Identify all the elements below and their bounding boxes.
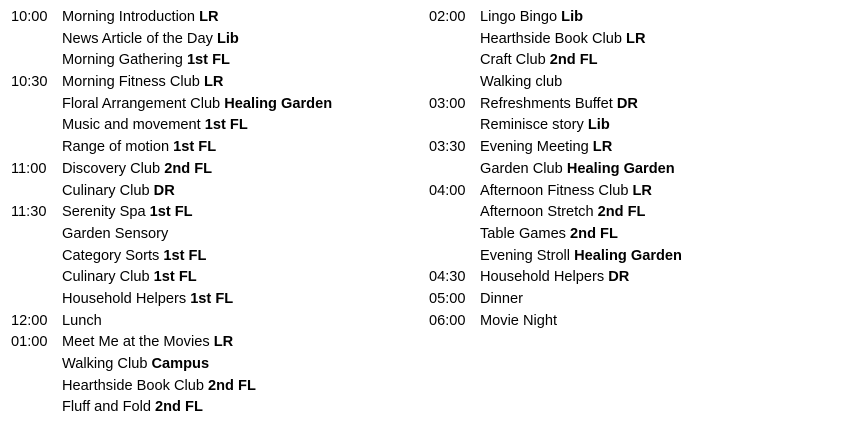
- activity-location: LR: [213, 334, 234, 351]
- schedule-row: [11, 246, 416, 268]
- schedule-row: [429, 267, 844, 289]
- schedule-time: [11, 289, 62, 311]
- schedule-entry: [62, 159, 416, 181]
- schedule-time: [429, 115, 480, 137]
- activity-name: Music and movement: [62, 117, 201, 134]
- schedule-time: [11, 181, 62, 203]
- schedule-row: [11, 224, 416, 246]
- schedule-time: [11, 94, 62, 116]
- schedule-time: 06:00: [429, 312, 466, 329]
- schedule-time: [429, 202, 480, 224]
- schedule-entry: [480, 181, 844, 203]
- schedule-row: [11, 50, 416, 72]
- activity-location: 1st FL: [204, 117, 248, 134]
- schedule-time: [11, 115, 62, 137]
- schedule-row: [429, 115, 844, 137]
- schedule-entry: [62, 289, 416, 311]
- activity-location: DR: [608, 269, 630, 286]
- activity-name: Evening Meeting: [480, 139, 589, 156]
- schedule-time: 11:00: [11, 160, 47, 177]
- schedule-time: 04:30: [429, 269, 466, 286]
- schedule-time: 01:00: [11, 334, 48, 351]
- schedule-entry: [480, 224, 844, 246]
- activity-location: LR: [199, 9, 219, 25]
- schedule-time: 05:00: [429, 290, 466, 307]
- activity-name: Lingo Bingo: [480, 9, 558, 25]
- activity-name: Refreshments Buffet: [480, 95, 613, 112]
- schedule-row: [11, 332, 416, 354]
- activity-name: Meet Me at the Movies: [62, 334, 210, 351]
- activity-location: Lib: [561, 9, 584, 25]
- schedule-entry: [480, 7, 844, 29]
- activity-location: 2nd FL: [155, 399, 203, 416]
- schedule-time: [11, 29, 62, 51]
- schedule-time: [429, 72, 480, 94]
- schedule-row: [11, 202, 416, 224]
- activity-name: Lunch: [62, 312, 102, 329]
- schedule-time: 03:30: [429, 139, 466, 156]
- schedule-row: [11, 289, 416, 311]
- schedule-row: [11, 159, 416, 181]
- schedule-time: [429, 159, 480, 181]
- schedule-entry: [480, 137, 844, 159]
- activity-location: Healing Garden: [566, 160, 675, 177]
- activity-location: 1st FL: [190, 290, 234, 307]
- schedule-time: 04:00: [429, 182, 466, 199]
- activity-location: 2nd FL: [164, 160, 213, 177]
- activity-name: Afternoon Fitness Club: [480, 182, 629, 199]
- schedule-entry: [62, 72, 416, 94]
- schedule-time: 12:00: [11, 312, 48, 329]
- schedule-row: [429, 7, 844, 29]
- schedule-column-left: [11, 7, 416, 419]
- activity-name: Garden Club: [480, 160, 563, 177]
- schedule-entry: [62, 224, 416, 246]
- activity-location: LR: [626, 30, 646, 47]
- schedule-time: [11, 354, 62, 376]
- activity-location: 1st FL: [153, 269, 197, 286]
- activity-location: 2nd FL: [208, 377, 256, 394]
- activity-location: 2nd FL: [549, 52, 598, 69]
- schedule-row: [429, 50, 844, 72]
- schedule-entry: [62, 354, 416, 376]
- activity-name: Table Games: [480, 225, 566, 242]
- schedule-time: 10:30: [11, 74, 48, 91]
- activity-name: Culinary Club: [62, 269, 150, 286]
- activity-name: Morning Fitness Club: [62, 74, 200, 91]
- schedule-row: [11, 115, 416, 137]
- activity-location: DR: [616, 95, 638, 112]
- activity-location: Lib: [587, 117, 610, 134]
- schedule-row: [429, 72, 844, 94]
- activity-name: Range of motion: [62, 139, 170, 156]
- activity-name: Fluff and Fold: [62, 399, 151, 416]
- schedule-entry: [62, 29, 416, 51]
- schedule-row: [11, 94, 416, 116]
- schedule-row: [429, 181, 844, 203]
- schedule-row: [11, 137, 416, 159]
- schedule-row: [11, 7, 416, 29]
- schedule-time: [11, 397, 62, 419]
- activity-location: Lib: [216, 30, 239, 47]
- activity-location: DR: [153, 182, 175, 199]
- schedule-entry: [62, 50, 416, 72]
- schedule-entry: [480, 267, 844, 289]
- schedule-row: [429, 224, 844, 246]
- schedule-entry: [480, 202, 844, 224]
- schedule-entry: [62, 332, 416, 354]
- schedule-time: [11, 137, 62, 159]
- activity-name: News Article of the Day: [62, 30, 213, 47]
- schedule-entry: [62, 246, 416, 268]
- activity-name: Hearthside Book Club: [62, 377, 204, 394]
- activity-location: 2nd FL: [570, 225, 618, 242]
- activity-location: 1st FL: [163, 247, 207, 264]
- activity-location: 1st FL: [186, 52, 230, 69]
- activity-name: Household Helpers: [480, 269, 605, 286]
- schedule-row: [429, 94, 844, 116]
- schedule-time: [11, 50, 62, 72]
- activity-name: Movie Night: [480, 312, 558, 329]
- schedule-entry: [62, 7, 416, 29]
- activity-name: Reminisce story: [480, 117, 584, 134]
- schedule-entry: [62, 181, 416, 203]
- schedule-row: [429, 137, 844, 159]
- activity-name: Category Sorts: [62, 247, 160, 264]
- schedule-time: [429, 50, 480, 72]
- activity-name: Craft Club: [480, 52, 546, 69]
- activity-location: LR: [632, 182, 652, 199]
- schedule-time: [11, 246, 62, 268]
- activity-name: Walking club: [480, 74, 563, 91]
- schedule-row: [429, 246, 844, 268]
- activity-location: 1st FL: [149, 204, 193, 221]
- schedule-column-right: [429, 7, 844, 332]
- schedule-entry: [480, 159, 844, 181]
- activity-location: Campus: [151, 356, 210, 372]
- schedule-time: [11, 224, 62, 246]
- schedule-row: [11, 29, 416, 51]
- schedule-time: [429, 246, 480, 268]
- schedule-row: [429, 29, 844, 51]
- schedule-entry: [62, 397, 416, 419]
- activity-name: Walking Club: [62, 356, 148, 372]
- schedule-entry: [480, 311, 844, 333]
- activity-name: Household Helpers: [62, 290, 187, 307]
- schedule-entry: [62, 115, 416, 137]
- schedule-row: [11, 181, 416, 203]
- schedule-time: [429, 29, 480, 51]
- activity-name: Morning Gathering: [62, 52, 183, 69]
- schedule-time: 10:00: [11, 9, 48, 25]
- schedule-entry: [480, 72, 844, 94]
- activity-location: Healing Garden: [224, 95, 333, 112]
- schedule-entry: [62, 376, 416, 398]
- activity-name: Discovery Club: [62, 160, 161, 177]
- schedule-row: [429, 159, 844, 181]
- schedule-time: 02:00: [429, 9, 466, 25]
- schedule-entry: [62, 267, 416, 289]
- schedule-row: [11, 376, 416, 398]
- activity-name: Garden Sensory: [62, 225, 169, 242]
- schedule-entry: [480, 29, 844, 51]
- schedule-entry: [480, 246, 844, 268]
- schedule-entry: [62, 137, 416, 159]
- schedule-row: [429, 289, 844, 311]
- schedule-entry: [480, 94, 844, 116]
- activity-name: Floral Arrangement Club: [62, 95, 221, 112]
- schedule-entry: [62, 311, 416, 333]
- activity-location: 2nd FL: [597, 204, 646, 221]
- schedule-time: [11, 376, 62, 398]
- schedule-row: [11, 311, 416, 333]
- schedule-row: [11, 72, 416, 94]
- activity-location: 1st FL: [173, 139, 217, 156]
- activity-name: Serenity Spa: [62, 204, 146, 221]
- activity-name: Hearthside Book Club: [480, 30, 622, 47]
- schedule-entry: [480, 289, 844, 311]
- schedule-time: 11:30: [11, 204, 47, 221]
- schedule-entry: [480, 115, 844, 137]
- activity-name: Evening Stroll: [480, 247, 571, 264]
- activity-name: Culinary Club: [62, 182, 150, 199]
- schedule-row: [11, 397, 416, 419]
- schedule-entry: [62, 94, 416, 116]
- activity-location: Healing Garden: [574, 247, 682, 264]
- activity-location: LR: [203, 74, 224, 91]
- activity-location: LR: [592, 139, 613, 156]
- schedule-row: [11, 354, 416, 376]
- activity-name: Afternoon Stretch: [480, 204, 594, 221]
- schedule-row: [429, 311, 844, 333]
- schedule-row: [11, 267, 416, 289]
- schedule-time: [11, 267, 62, 289]
- schedule-time: [429, 224, 480, 246]
- schedule-entry: [62, 202, 416, 224]
- schedule-time: 03:00: [429, 95, 466, 112]
- schedule-entry: [480, 50, 844, 72]
- activity-name: Dinner: [480, 290, 523, 307]
- activity-name: Morning Introduction: [62, 9, 196, 25]
- schedule-row: [429, 202, 844, 224]
